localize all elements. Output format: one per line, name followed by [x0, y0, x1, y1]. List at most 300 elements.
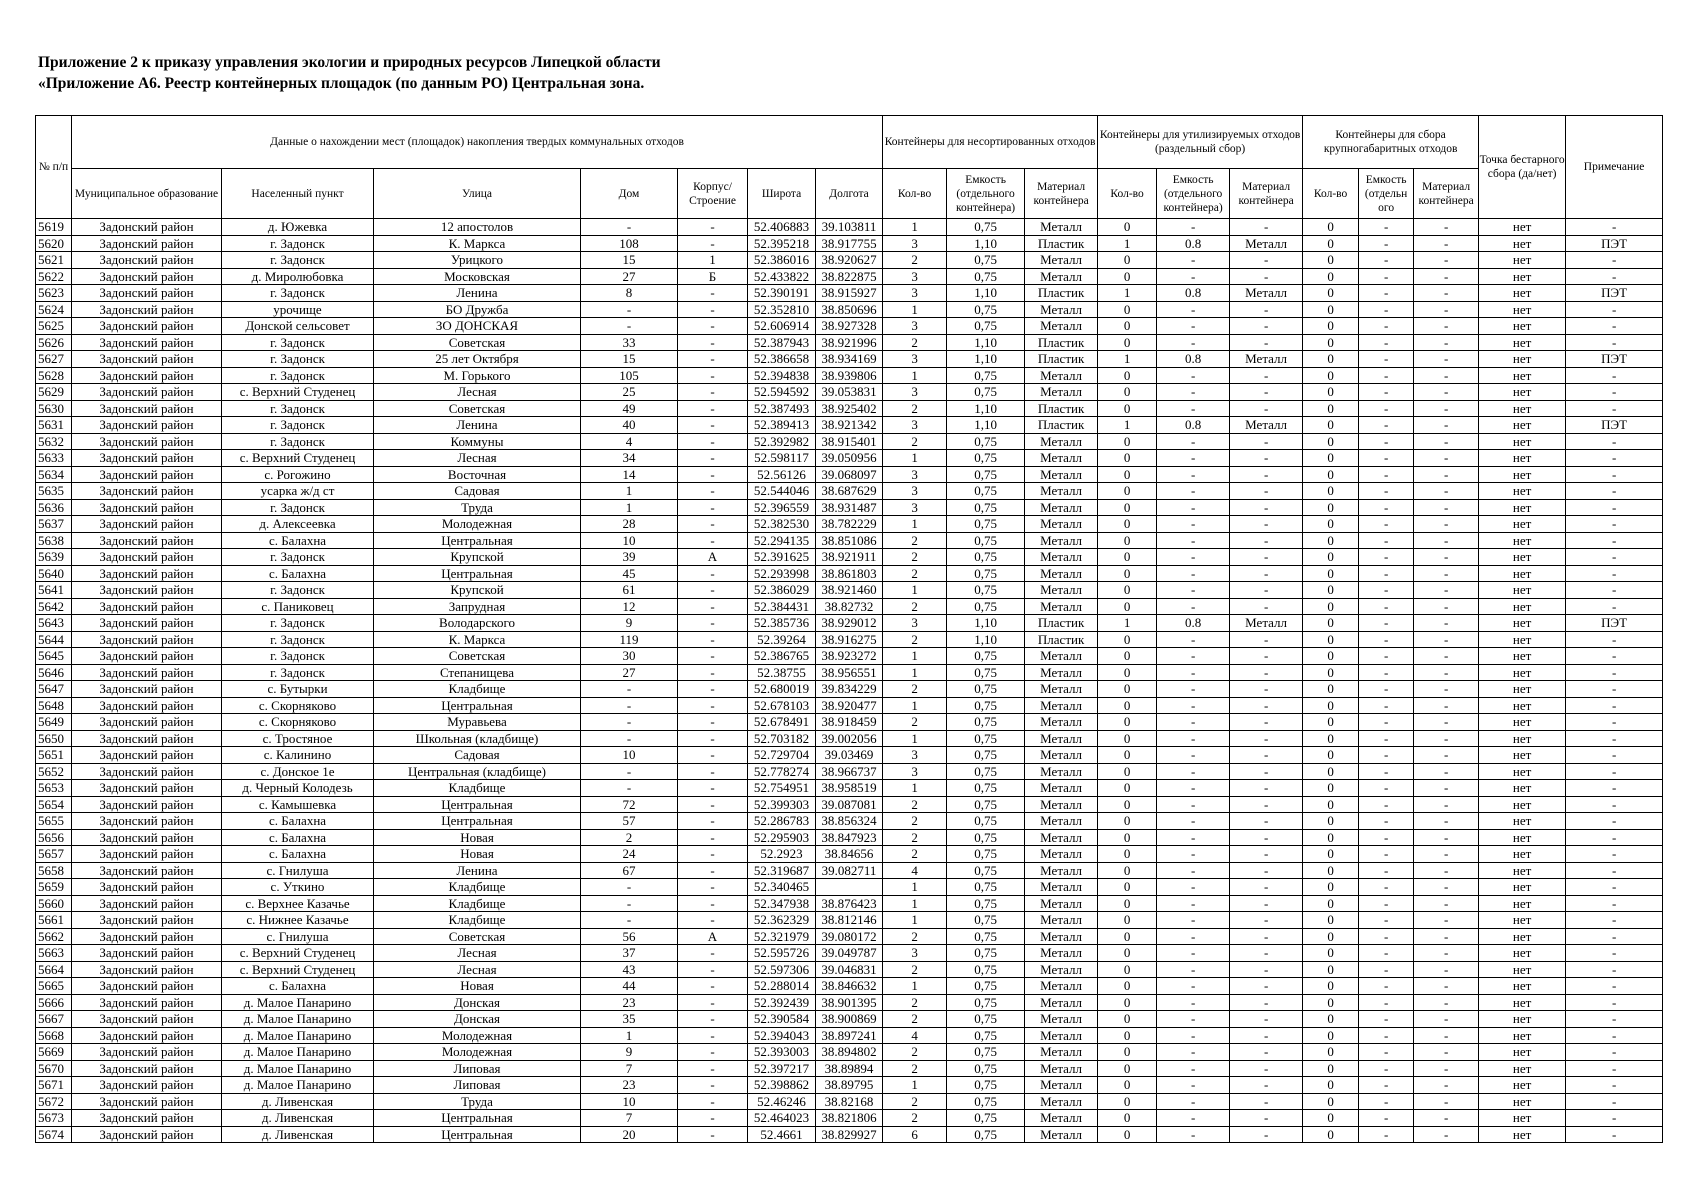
document-title	[38, 52, 661, 94]
recyclable-qty-cell: 0	[1098, 433, 1157, 450]
latitude-cell: 52.347938	[748, 895, 816, 912]
street-cell: Восточная	[374, 466, 581, 483]
bulky-material-cell: -	[1414, 1011, 1479, 1028]
bagless-point-cell: нет	[1479, 1110, 1566, 1127]
recyclable-capacity-cell: 0.8	[1157, 615, 1230, 632]
bulky-qty-cell: 0	[1303, 846, 1359, 863]
unsorted-capacity-cell: 0,75	[947, 829, 1025, 846]
bulky-capacity-cell: -	[1359, 994, 1414, 1011]
title-line-2: «Приложение А6. Реестр контейнерных площадок (по данным РО) Центральная зона.	[38, 75, 645, 92]
recyclable-capacity-cell: -	[1157, 1093, 1230, 1110]
bulky-capacity-cell: -	[1359, 862, 1414, 879]
unsorted-qty-cell: 3	[883, 483, 947, 500]
recyclable-qty-cell: 0	[1098, 450, 1157, 467]
note-header: Примечание	[1566, 116, 1663, 219]
recyclable-material-cell: -	[1230, 813, 1303, 830]
unsorted-capacity-cell: 0,75	[947, 450, 1025, 467]
note-cell: -	[1566, 813, 1663, 830]
bulky-qty-header: Кол-во	[1303, 169, 1359, 219]
unsorted-capacity-cell: 0,75	[947, 252, 1025, 269]
unsorted-capacity-cell: 1,10	[947, 235, 1025, 252]
house-cell: 14	[581, 466, 678, 483]
municipality-cell: Задонский район	[72, 763, 222, 780]
bagless-point-cell: нет	[1479, 549, 1566, 566]
house-cell: 8	[581, 285, 678, 302]
street-cell: Донская	[374, 994, 581, 1011]
bulky-qty-cell: 0	[1303, 796, 1359, 813]
unsorted-capacity-cell: 0,75	[947, 1110, 1025, 1127]
recyclable-capacity-cell: 0.8	[1157, 285, 1230, 302]
table-row	[36, 351, 1663, 368]
note-cell: -	[1566, 895, 1663, 912]
longitude-cell: 38.847923	[816, 829, 883, 846]
recyclable-capacity-cell: -	[1157, 1044, 1230, 1061]
bulky-qty-cell: 0	[1303, 483, 1359, 500]
note-cell: -	[1566, 945, 1663, 962]
bulky-qty-cell: 0	[1303, 994, 1359, 1011]
unsorted-material-cell: Металл	[1025, 664, 1098, 681]
bulky-qty-cell: 0	[1303, 532, 1359, 549]
note-cell: -	[1566, 961, 1663, 978]
settlement-cell: г. Задонск	[222, 400, 374, 417]
house-cell: 28	[581, 516, 678, 533]
bulky-qty-cell: 0	[1303, 648, 1359, 665]
house-cell: -	[581, 697, 678, 714]
note-cell: -	[1566, 780, 1663, 797]
bulky-qty-cell: 0	[1303, 252, 1359, 269]
row-number-cell: 5669	[36, 1044, 72, 1061]
house-cell: 1	[581, 499, 678, 516]
table-row	[36, 499, 1663, 516]
municipality-cell: Задонский район	[72, 1110, 222, 1127]
longitude-cell: 39.049787	[816, 945, 883, 962]
longitude-cell: 38.934169	[816, 351, 883, 368]
bulky-qty-cell: 0	[1303, 961, 1359, 978]
municipality-cell: Задонский район	[72, 912, 222, 929]
table-header	[36, 116, 1663, 219]
settlement-cell: д. Ливенская	[222, 1126, 374, 1143]
table-row	[36, 516, 1663, 533]
street-header: Улица	[374, 169, 581, 219]
settlement-cell: д. Миролюбовка	[222, 268, 374, 285]
bulky-material-cell: -	[1414, 714, 1479, 731]
unsorted-material-cell: Пластик	[1025, 334, 1098, 351]
bagless-point-cell: нет	[1479, 994, 1566, 1011]
bagless-point-cell: нет	[1479, 681, 1566, 698]
recyclable-capacity-cell: -	[1157, 219, 1230, 236]
unsorted-material-cell: Металл	[1025, 681, 1098, 698]
latitude-cell: 52.399303	[748, 796, 816, 813]
building-cell: Б	[678, 268, 748, 285]
note-cell: -	[1566, 928, 1663, 945]
bulky-material-cell: -	[1414, 417, 1479, 434]
municipality-cell: Задонский район	[72, 549, 222, 566]
unsorted-capacity-cell: 0,75	[947, 730, 1025, 747]
recyclable-material-cell: -	[1230, 829, 1303, 846]
bulky-material-cell: -	[1414, 499, 1479, 516]
unsorted-material-cell: Металл	[1025, 730, 1098, 747]
row-number-cell: 5621	[36, 252, 72, 269]
longitude-cell: 39.834229	[816, 681, 883, 698]
table-row	[36, 961, 1663, 978]
bulky-capacity-cell: -	[1359, 895, 1414, 912]
recyclable-capacity-cell: -	[1157, 516, 1230, 533]
settlement-cell: д. Малое Панарино	[222, 1011, 374, 1028]
table-row	[36, 466, 1663, 483]
bulky-material-cell: -	[1414, 763, 1479, 780]
recyclable-material-cell: -	[1230, 1126, 1303, 1143]
location-group-header: Данные о нахождении мест (площадок) накопления твердых коммунальных отходов	[72, 116, 883, 169]
bulky-material-cell: -	[1414, 747, 1479, 764]
building-cell: -	[678, 318, 748, 335]
municipality-header: Муниципальное образование	[72, 169, 222, 219]
longitude-cell: 38.925402	[816, 400, 883, 417]
bulky-qty-cell: 0	[1303, 829, 1359, 846]
longitude-cell: 38.915927	[816, 285, 883, 302]
settlement-cell: с. Верхний Студенец	[222, 945, 374, 962]
house-cell: -	[581, 714, 678, 731]
latitude-cell: 52.395218	[748, 235, 816, 252]
settlement-cell: г. Задонск	[222, 664, 374, 681]
row-number-cell: 5625	[36, 318, 72, 335]
latitude-cell: 52.352810	[748, 301, 816, 318]
building-cell: -	[678, 697, 748, 714]
unsorted-qty-cell: 1	[883, 780, 947, 797]
house-cell: 49	[581, 400, 678, 417]
settlement-cell: г. Задонск	[222, 433, 374, 450]
row-number-cell: 5670	[36, 1060, 72, 1077]
note-cell: -	[1566, 697, 1663, 714]
recyclable-material-header: Материал контейнера	[1230, 169, 1303, 219]
longitude-cell: 38.821806	[816, 1110, 883, 1127]
unsorted-qty-cell: 3	[883, 466, 947, 483]
bagless-point-cell: нет	[1479, 318, 1566, 335]
recyclable-capacity-header: Емкость (отдельного контейнера)	[1157, 169, 1230, 219]
street-cell: Кладбище	[374, 780, 581, 797]
longitude-cell: 38.901395	[816, 994, 883, 1011]
bulky-qty-cell: 0	[1303, 763, 1359, 780]
recyclable-capacity-cell: -	[1157, 895, 1230, 912]
recyclable-qty-cell: 0	[1098, 219, 1157, 236]
row-number-cell: 5631	[36, 417, 72, 434]
bulky-material-cell: -	[1414, 780, 1479, 797]
bulky-capacity-cell: -	[1359, 648, 1414, 665]
recyclable-material-cell: -	[1230, 466, 1303, 483]
bulky-qty-cell: 0	[1303, 945, 1359, 962]
bagless-point-cell: нет	[1479, 862, 1566, 879]
recyclable-qty-cell: 0	[1098, 912, 1157, 929]
recyclable-capacity-cell: -	[1157, 1011, 1230, 1028]
bulky-qty-cell: 0	[1303, 433, 1359, 450]
row-number-cell: 5657	[36, 846, 72, 863]
bulky-capacity-cell: -	[1359, 1044, 1414, 1061]
building-cell: -	[678, 400, 748, 417]
unsorted-capacity-cell: 0,75	[947, 978, 1025, 995]
bulky-material-cell: -	[1414, 450, 1479, 467]
municipality-cell: Задонский район	[72, 961, 222, 978]
table-row	[36, 1027, 1663, 1044]
bulky-material-cell: -	[1414, 400, 1479, 417]
recyclable-capacity-cell: -	[1157, 1126, 1230, 1143]
latitude-cell: 52.754951	[748, 780, 816, 797]
longitude-cell: 39.080172	[816, 928, 883, 945]
note-cell: -	[1566, 1110, 1663, 1127]
street-cell: ЗО ДОНСКАЯ	[374, 318, 581, 335]
municipality-cell: Задонский район	[72, 1077, 222, 1094]
bagless-point-cell: нет	[1479, 582, 1566, 599]
recyclable-qty-cell: 0	[1098, 499, 1157, 516]
bulky-material-cell: -	[1414, 1126, 1479, 1143]
row-number-cell: 5622	[36, 268, 72, 285]
unsorted-material-cell: Металл	[1025, 582, 1098, 599]
row-number-cell: 5637	[36, 516, 72, 533]
street-cell: К. Маркса	[374, 631, 581, 648]
settlement-cell: усарка ж/д ст	[222, 483, 374, 500]
recyclable-qty-cell: 1	[1098, 285, 1157, 302]
recyclable-qty-cell: 0	[1098, 961, 1157, 978]
latitude-cell: 52.678491	[748, 714, 816, 731]
longitude-cell: 39.068097	[816, 466, 883, 483]
municipality-cell: Задонский район	[72, 285, 222, 302]
recyclable-material-cell: -	[1230, 978, 1303, 995]
bulky-capacity-cell: -	[1359, 549, 1414, 566]
unsorted-material-cell: Металл	[1025, 978, 1098, 995]
bagless-point-cell: нет	[1479, 945, 1566, 962]
recyclable-group-header: Контейнеры для утилизируемых отходов (раздельный сбор)	[1098, 116, 1303, 169]
building-cell: -	[678, 1093, 748, 1110]
bulky-qty-cell: 0	[1303, 499, 1359, 516]
bulky-material-cell: -	[1414, 697, 1479, 714]
table-row	[36, 615, 1663, 632]
bulky-qty-cell: 0	[1303, 318, 1359, 335]
recyclable-material-cell: -	[1230, 301, 1303, 318]
recyclable-qty-cell: 0	[1098, 549, 1157, 566]
row-number-cell: 5633	[36, 450, 72, 467]
municipality-cell: Задонский район	[72, 945, 222, 962]
unsorted-material-cell: Металл	[1025, 565, 1098, 582]
row-number-cell: 5619	[36, 219, 72, 236]
bulky-material-cell: -	[1414, 252, 1479, 269]
unsorted-material-cell: Металл	[1025, 252, 1098, 269]
recyclable-material-cell: -	[1230, 681, 1303, 698]
recyclable-qty-cell: 0	[1098, 780, 1157, 797]
street-cell: Лесная	[374, 450, 581, 467]
recyclable-qty-cell: 0	[1098, 895, 1157, 912]
unsorted-material-cell: Металл	[1025, 961, 1098, 978]
recyclable-qty-cell: 0	[1098, 945, 1157, 962]
municipality-cell: Задонский район	[72, 351, 222, 368]
recyclable-capacity-cell: -	[1157, 730, 1230, 747]
longitude-cell: 39.046831	[816, 961, 883, 978]
house-cell: 27	[581, 268, 678, 285]
unsorted-material-cell: Металл	[1025, 813, 1098, 830]
unsorted-capacity-header: Емкость (отдельного контейнера)	[947, 169, 1025, 219]
bulky-material-cell: -	[1414, 1027, 1479, 1044]
latitude-cell: 52.386765	[748, 648, 816, 665]
unsorted-qty-cell: 3	[883, 747, 947, 764]
bulky-qty-cell: 0	[1303, 879, 1359, 896]
longitude-cell: 38.921996	[816, 334, 883, 351]
street-cell: Липовая	[374, 1077, 581, 1094]
longitude-cell: 38.782229	[816, 516, 883, 533]
municipality-cell: Задонский район	[72, 1027, 222, 1044]
building-cell: -	[678, 1060, 748, 1077]
note-cell: -	[1566, 994, 1663, 1011]
bulky-capacity-cell: -	[1359, 334, 1414, 351]
bulky-capacity-cell: -	[1359, 1060, 1414, 1077]
unsorted-material-cell: Металл	[1025, 829, 1098, 846]
municipality-cell: Задонский район	[72, 714, 222, 731]
unsorted-qty-cell: 2	[883, 813, 947, 830]
bagless-point-cell: нет	[1479, 400, 1566, 417]
settlement-cell: д. Черный Колодезь	[222, 780, 374, 797]
recyclable-qty-cell: 0	[1098, 582, 1157, 599]
note-cell: -	[1566, 1060, 1663, 1077]
bagless-point-cell: нет	[1479, 268, 1566, 285]
bulky-capacity-cell: -	[1359, 400, 1414, 417]
row-number-cell: 5650	[36, 730, 72, 747]
unsorted-material-cell: Пластик	[1025, 235, 1098, 252]
unsorted-material-cell: Металл	[1025, 1044, 1098, 1061]
longitude-cell: 39.002056	[816, 730, 883, 747]
unsorted-qty-cell: 2	[883, 846, 947, 863]
row-number-cell: 5627	[36, 351, 72, 368]
latitude-cell: 52.406883	[748, 219, 816, 236]
street-cell: Центральная (кладбище)	[374, 763, 581, 780]
note-cell: -	[1566, 499, 1663, 516]
latitude-cell: 52.544046	[748, 483, 816, 500]
recyclable-capacity-cell: -	[1157, 994, 1230, 1011]
municipality-cell: Задонский район	[72, 879, 222, 896]
bulky-material-cell: -	[1414, 730, 1479, 747]
unsorted-material-cell: Металл	[1025, 598, 1098, 615]
table-row	[36, 252, 1663, 269]
building-cell: -	[678, 433, 748, 450]
row-number-cell: 5636	[36, 499, 72, 516]
latitude-cell: 52.464023	[748, 1110, 816, 1127]
bulky-material-cell: -	[1414, 1060, 1479, 1077]
street-cell: Труда	[374, 499, 581, 516]
table-row	[36, 912, 1663, 929]
longitude-cell: 39.087081	[816, 796, 883, 813]
recyclable-material-cell: -	[1230, 433, 1303, 450]
unsorted-material-cell: Металл	[1025, 1011, 1098, 1028]
note-cell: -	[1566, 483, 1663, 500]
street-cell: Труда	[374, 1093, 581, 1110]
municipality-cell: Задонский район	[72, 433, 222, 450]
bulky-capacity-cell: -	[1359, 466, 1414, 483]
unsorted-material-cell: Металл	[1025, 796, 1098, 813]
recyclable-qty-cell: 0	[1098, 384, 1157, 401]
bulky-capacity-cell: -	[1359, 433, 1414, 450]
municipality-cell: Задонский район	[72, 780, 222, 797]
bulky-material-header: Материал контейнера	[1414, 169, 1479, 219]
bulky-capacity-cell: -	[1359, 730, 1414, 747]
municipality-cell: Задонский район	[72, 796, 222, 813]
bagless-point-cell: нет	[1479, 846, 1566, 863]
unsorted-capacity-cell: 0,75	[947, 598, 1025, 615]
note-cell: ПЭТ	[1566, 615, 1663, 632]
unsorted-qty-cell: 2	[883, 994, 947, 1011]
longitude-cell: 39.050956	[816, 450, 883, 467]
house-cell: 27	[581, 664, 678, 681]
bulky-material-cell: -	[1414, 1044, 1479, 1061]
recyclable-qty-cell: 0	[1098, 1044, 1157, 1061]
unsorted-qty-cell: 1	[883, 219, 947, 236]
bulky-qty-cell: 0	[1303, 285, 1359, 302]
recyclable-qty-cell: 0	[1098, 1093, 1157, 1110]
recyclable-capacity-cell: -	[1157, 1060, 1230, 1077]
latitude-cell: 52.397217	[748, 1060, 816, 1077]
bulky-capacity-cell: -	[1359, 582, 1414, 599]
house-cell: -	[581, 780, 678, 797]
unsorted-qty-cell: 2	[883, 928, 947, 945]
recyclable-material-cell: -	[1230, 565, 1303, 582]
street-cell: Лесная	[374, 384, 581, 401]
unsorted-capacity-cell: 1,10	[947, 417, 1025, 434]
settlement-cell: г. Задонск	[222, 285, 374, 302]
recyclable-qty-cell: 0	[1098, 1060, 1157, 1077]
bulky-qty-cell: 0	[1303, 1060, 1359, 1077]
municipality-cell: Задонский район	[72, 747, 222, 764]
unsorted-qty-cell: 3	[883, 499, 947, 516]
bulky-material-cell: -	[1414, 219, 1479, 236]
municipality-cell: Задонский район	[72, 664, 222, 681]
municipality-cell: Задонский район	[72, 829, 222, 846]
municipality-cell: Задонский район	[72, 846, 222, 863]
latitude-header: Широта	[748, 169, 816, 219]
longitude-cell	[816, 879, 883, 896]
bulky-capacity-cell: -	[1359, 796, 1414, 813]
house-cell: 4	[581, 433, 678, 450]
house-cell: 40	[581, 417, 678, 434]
longitude-cell: 38.939806	[816, 367, 883, 384]
house-cell: 15	[581, 252, 678, 269]
bulky-material-cell: -	[1414, 912, 1479, 929]
latitude-cell: 52.386029	[748, 582, 816, 599]
recyclable-material-cell: -	[1230, 598, 1303, 615]
recyclable-material-cell: -	[1230, 1077, 1303, 1094]
building-cell: -	[678, 714, 748, 731]
unsorted-qty-cell: 1	[883, 912, 947, 929]
municipality-cell: Задонский район	[72, 417, 222, 434]
house-cell: -	[581, 318, 678, 335]
bagless-header: Точка бестарного сбора (да/нет)	[1479, 116, 1566, 219]
recyclable-qty-cell: 1	[1098, 417, 1157, 434]
latitude-cell: 52.386658	[748, 351, 816, 368]
longitude-cell: 38.918459	[816, 714, 883, 731]
note-cell: ПЭТ	[1566, 417, 1663, 434]
note-cell: -	[1566, 631, 1663, 648]
recyclable-capacity-cell: -	[1157, 961, 1230, 978]
unsorted-qty-cell: 1	[883, 516, 947, 533]
table-row	[36, 1110, 1663, 1127]
note-cell: -	[1566, 978, 1663, 995]
unsorted-qty-cell: 2	[883, 532, 947, 549]
bulky-qty-cell: 0	[1303, 235, 1359, 252]
note-cell: ПЭТ	[1566, 285, 1663, 302]
bulky-qty-cell: 0	[1303, 615, 1359, 632]
bulky-material-cell: -	[1414, 664, 1479, 681]
recyclable-capacity-cell: -	[1157, 252, 1230, 269]
bulky-capacity-cell: -	[1359, 483, 1414, 500]
latitude-cell: 52.594592	[748, 384, 816, 401]
unsorted-material-cell: Пластик	[1025, 615, 1098, 632]
longitude-cell: 38.876423	[816, 895, 883, 912]
recyclable-qty-cell: 0	[1098, 1110, 1157, 1127]
unsorted-qty-cell: 2	[883, 631, 947, 648]
longitude-cell: 38.916275	[816, 631, 883, 648]
